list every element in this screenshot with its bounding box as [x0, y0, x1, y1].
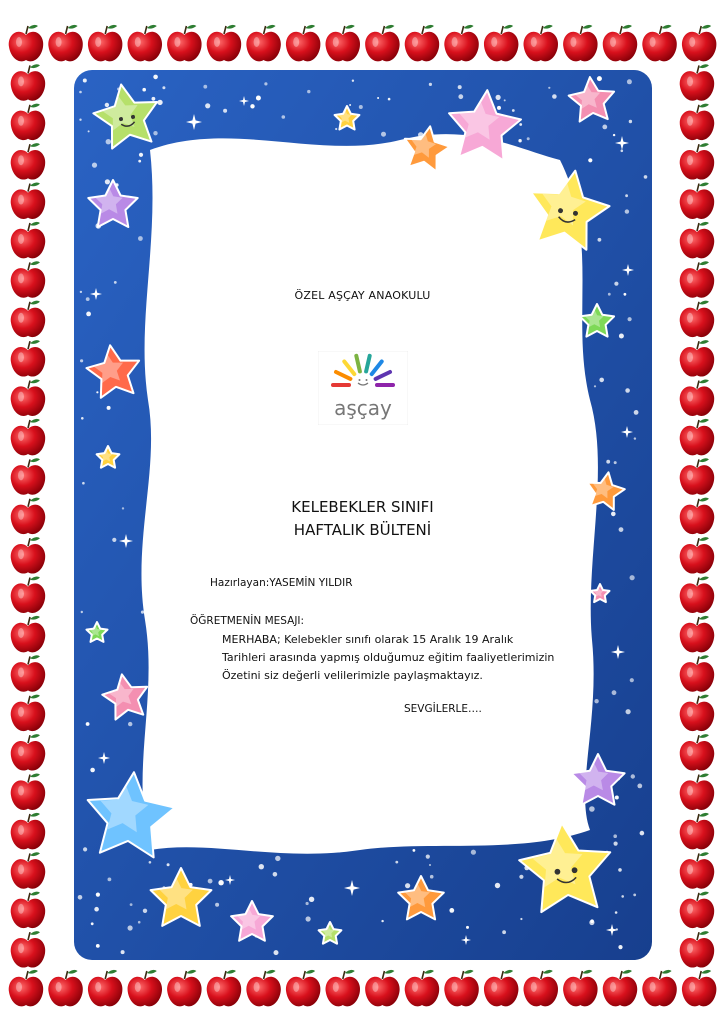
apple-icon	[680, 143, 714, 179]
apple-icon	[246, 25, 280, 61]
title-line-1: KELEBEKLER SINIFI	[291, 498, 434, 516]
apple-icon	[11, 340, 45, 376]
teacher-message-line: MERHABA; Kelebekler sınıfı olarak 15 Aralık 19 Aralık	[222, 633, 514, 646]
apple-icon	[11, 576, 45, 612]
teacher-message-line: Tarihleri arasında yapmış olduğumuz eğitim faaliyetlerimizin	[222, 651, 555, 664]
school-logo	[318, 351, 408, 425]
apple-icon	[680, 616, 714, 652]
apple-icon	[11, 892, 45, 928]
apple-icon	[524, 25, 558, 61]
apple-icon	[680, 340, 714, 376]
apple-icon	[680, 222, 714, 258]
apple-icon	[444, 970, 478, 1006]
apple-icon	[11, 655, 45, 691]
apple-icon	[9, 970, 43, 1006]
apple-icon	[167, 25, 201, 61]
apple-icon	[680, 773, 714, 809]
apple-icon	[48, 970, 82, 1006]
apple-icon	[563, 970, 597, 1006]
apple-icon	[167, 970, 201, 1006]
apple-icon	[484, 970, 518, 1006]
apple-icon	[680, 379, 714, 415]
apple-icon	[365, 25, 399, 61]
white-panel	[141, 134, 597, 854]
apple-icon	[11, 616, 45, 652]
apple-icon	[680, 655, 714, 691]
apple-icon	[642, 25, 676, 61]
apple-icon	[603, 970, 637, 1006]
apple-icon	[484, 25, 518, 61]
apple-icon	[365, 970, 399, 1006]
apple-icon	[680, 182, 714, 218]
apple-icon	[11, 104, 45, 140]
apple-icon	[682, 25, 716, 61]
apple-icon	[680, 537, 714, 573]
apple-icon	[680, 104, 714, 140]
apple-icon	[11, 734, 45, 770]
teacher-message-heading: ÖĞRETMENİN MESAJI:	[190, 615, 305, 627]
apple-icon	[207, 970, 241, 1006]
apple-icon	[11, 419, 45, 455]
apple-icon	[9, 25, 43, 61]
apple-icon	[326, 970, 360, 1006]
apple-icon	[680, 64, 714, 100]
apple-icon	[128, 25, 162, 61]
apple-icon	[128, 970, 162, 1006]
apple-icon	[11, 222, 45, 258]
apple-icon	[11, 458, 45, 494]
apple-icon	[642, 970, 676, 1006]
apple-icon	[326, 25, 360, 61]
apple-icon	[11, 64, 45, 100]
apple-icon	[286, 970, 320, 1006]
apple-icon	[11, 143, 45, 179]
apple-icon	[207, 25, 241, 61]
apple-icon	[286, 25, 320, 61]
apple-icon	[680, 419, 714, 455]
logo-wordmark: aşçay	[334, 396, 392, 420]
apple-icon	[11, 301, 45, 337]
apple-icon	[11, 537, 45, 573]
apple-icon	[11, 773, 45, 809]
apple-icon	[680, 852, 714, 888]
apple-icon	[680, 931, 714, 967]
apple-icon	[680, 892, 714, 928]
apple-icon	[405, 25, 439, 61]
title-line-2: HAFTALIK BÜLTENİ	[293, 521, 432, 539]
apple-icon	[405, 970, 439, 1006]
prepared-by: Hazırlayan:YASEMİN YILDIR	[210, 577, 353, 589]
apple-icon	[11, 813, 45, 849]
apple-icon	[563, 25, 597, 61]
apple-icon	[11, 852, 45, 888]
apple-icon	[680, 301, 714, 337]
apple-icon	[11, 931, 45, 967]
apple-icon	[680, 813, 714, 849]
apple-icon	[11, 695, 45, 731]
apple-icon	[682, 970, 716, 1006]
apple-icon	[524, 970, 558, 1006]
apple-icon	[48, 25, 82, 61]
teacher-message-line: Özetini siz değerli velilerimizle paylaşmaktayız.	[222, 669, 483, 682]
apple-icon	[246, 970, 280, 1006]
apple-icon	[11, 182, 45, 218]
closing-signoff: SEVGİLERLE….	[404, 703, 482, 715]
apple-icon	[444, 25, 478, 61]
apple-icon	[680, 576, 714, 612]
apple-icon	[88, 970, 122, 1006]
apple-icon	[11, 379, 45, 415]
apple-icon	[680, 458, 714, 494]
apple-icon	[680, 734, 714, 770]
apple-icon	[680, 695, 714, 731]
school-name: ÖZEL AŞÇAY ANAOKULU	[294, 289, 431, 302]
apple-icon	[603, 25, 637, 61]
apple-icon	[88, 25, 122, 61]
